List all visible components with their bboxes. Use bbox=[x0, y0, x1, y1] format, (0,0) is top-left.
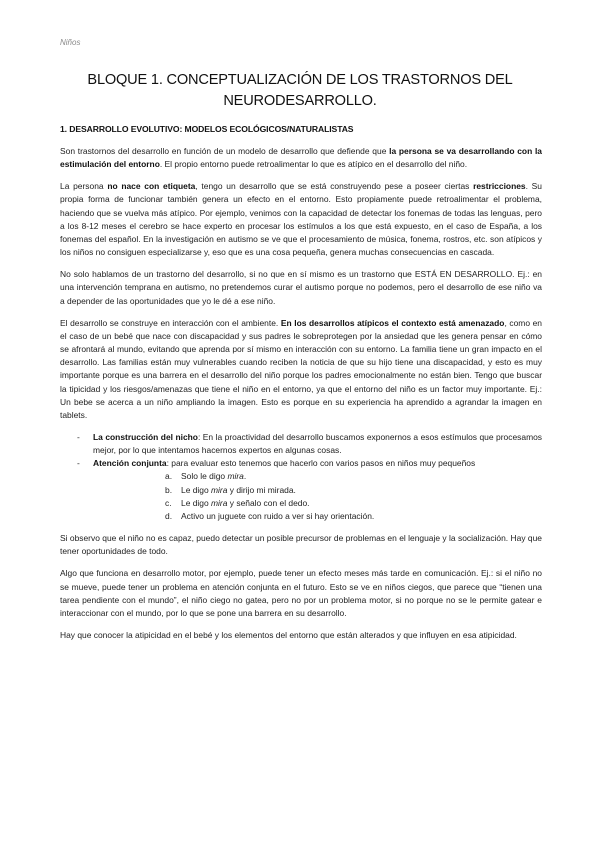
paragraph-4: El desarrollo se construye en interacción con el ambiente. En los desarrollos atípicos el contexto está amenazado, como en el caso de un bebé que nace con discapacidad y sus padres le sobreprotegen por la ansiedad que les genera pensar en cómo se afrontará al mundo, evitando que aprenda por sí mismo en interacción con su entorno. La familia tiene un gran impacto en el desarrollo. Las familias están muy vulnerables cuando reciben la noticia de que su hijo tiene una discapacidad, y esto es muy importante porque es una barrera en el desarrollo del niño porque los padres emocionalmente no están bien. Tengo que buscar la tipicidad y los riesgos/amenazas que tiene el niño en el entorno, ya que el entorno del niño es un factor muy importante. Ej.: Un bebe se acerca a un niño ampliando la imagen. Esto es porque en su experiencia ha aprendido a agrandar la imagen en tablets. bbox=[60, 317, 542, 420]
paragraph-2: La persona no nace con etiqueta, tengo un desarrollo que se está construyendo pese a poseer ciertas restricciones. Su propia forma de funcionar también genera un efecto en el entorno. Esto propiamente puede retroalimentar el problema, haciendo que se vuelva más atípico. Por ejemplo, venimos con la capacidad de detectar los fonemas de todas las lenguas, pero a los 8-12 meses el cerebro se hace experto en procesar los estímulos a los que está expuesto, en el caso de España, a los fonemas del español. En la investigación en autismo se ve que el procesamiento de música, fonema, rostros, etc. son atípicos y los niños no consiguen especializarse y, eso que es una cosa pequeña, genera muchas consecuencias en cascada. bbox=[60, 181, 542, 258]
step-item: a. Solo le digo mira. bbox=[165, 471, 247, 482]
title-line-2: NEURODESARROLLO. bbox=[223, 93, 377, 109]
paragraph-6: Algo que funciona en desarrollo motor, por ejemplo, puede tener un efecto meses más tarde en comunicación. Ej.: si el niño no se mueve, puede tener un problema en atención conjunta en el futuro. Esto se ve en niños ciegos, que parece que “tienen una tarea pendiente con el mundo”, el niño ciego no gatea, pero no por un problema motor, si no porque no se le permite gatear e interaccionar con el mundo, por lo que se pone una barrera en su desarrollo. bbox=[60, 568, 542, 618]
step-item: b. Le digo mira y dirijo mi mirada. bbox=[165, 484, 296, 495]
section-heading: 1. DESARROLLO EVOLUTIVO: MODELOS ECOLÓGICOS/NATURALISTAS bbox=[60, 124, 354, 134]
dash-list bbox=[60, 431, 542, 523]
page-title bbox=[60, 70, 540, 112]
document-body bbox=[60, 145, 542, 651]
step-item: d. Activo un juguete con ruido a ver si hay orientación. bbox=[165, 510, 375, 521]
step-item: c. Le digo mira y señalo con el dedo. bbox=[165, 497, 310, 508]
title-line-1: BLOQUE 1. CONCEPTUALIZACIÓN DE LOS TRASTORNOS DEL bbox=[87, 72, 513, 88]
list-item: - La construcción del nicho: En la proactividad del desarrollo buscamos exponernos a esos estímulos que procesamos mejor, por lo que intentamos hacernos expertos en algunas cosas. bbox=[60, 431, 542, 457]
paragraph-5: Si observo que el niño no es capaz, puedo detectar un posible precursor de problemas en el lenguaje y la socialización. Hay que tener oportunidades de todo. bbox=[60, 533, 542, 557]
paragraph-3: No solo hablamos de un trastorno del desarrollo, si no que en sí mismo es un trastorno que ESTÁ EN DESARROLLO. Ej.: en una intervención temprana en autismo, no pretendemos curar el autismo porque no podemos, pero el desarrollo de ese niño va a depender de las oportunidades que yo le dé a ese niño. bbox=[60, 269, 542, 306]
paragraph-1: Son trastornos del desarrollo en función de un modelo de desarrollo que defiende que la persona se va desarrollando con la estimulación del entorno. El propio entorno puede retroalimentar lo que es atípico en el desarrollo del niño. bbox=[60, 146, 542, 170]
running-header: Niños bbox=[60, 38, 81, 47]
list-item: - Atención conjunta: para evaluar esto tenemos que hacerlo con varios pasos en niños muy pequeños a. Solo le digo mira. b. Le digo mira y dirijo mi mirada. c. Le digo mira y señalo con el dedo. d. Activo un juguete con ruido a ver si hay orientación. bbox=[60, 457, 542, 523]
paragraph-7: Hay que conocer la atipicidad en el bebé y los elementos del entorno que están alterados y que influyen en esa atipicidad. bbox=[60, 630, 517, 640]
steps-list bbox=[93, 470, 542, 523]
